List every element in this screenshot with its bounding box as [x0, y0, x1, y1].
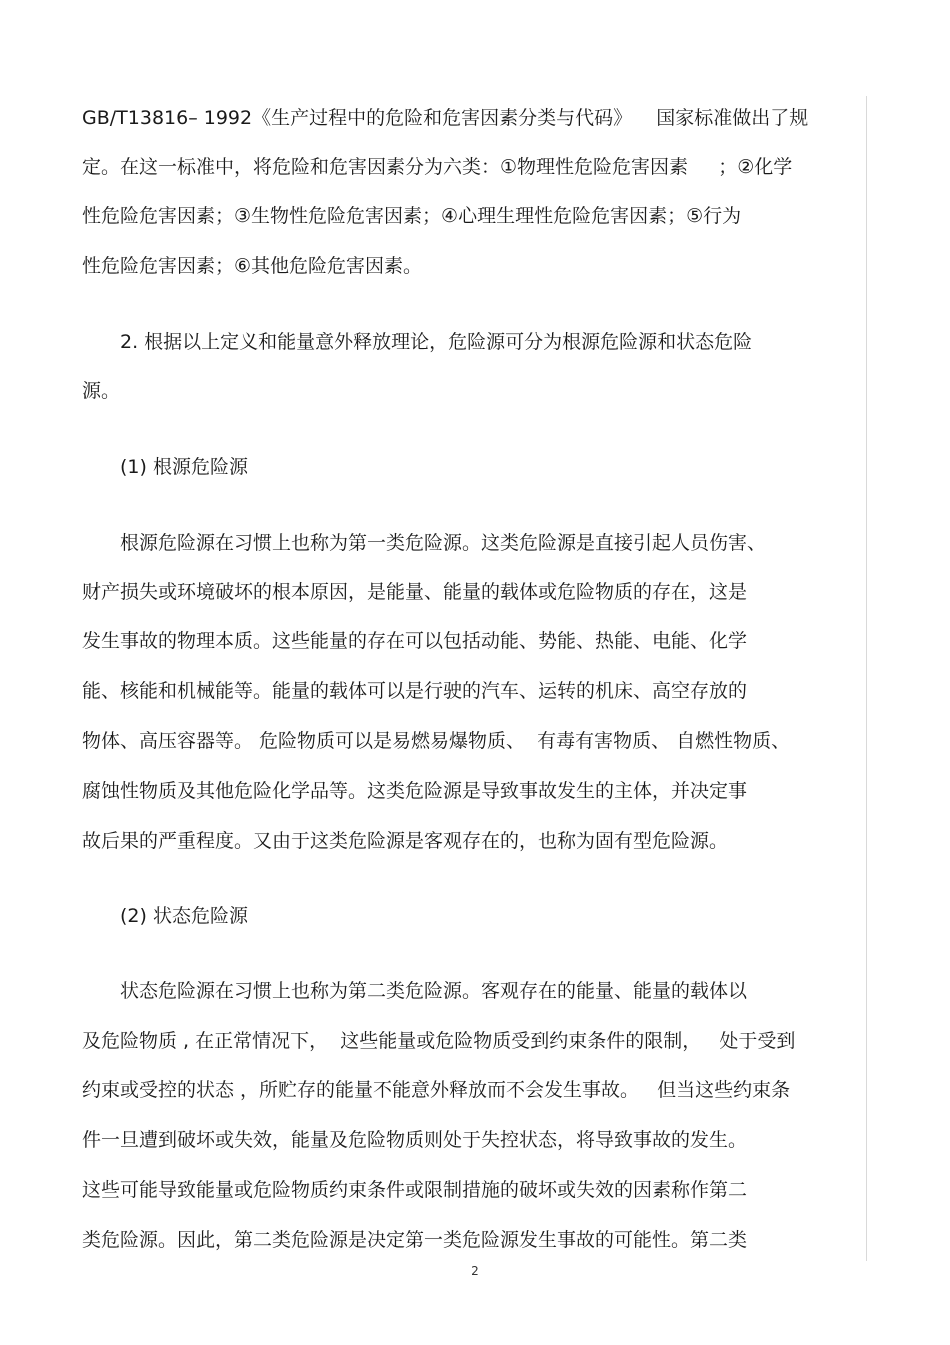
paragraph-line: 这些可能导致能量或危险物质约束条件或限制措施的破坏或失效的因素称作第二 [82, 1179, 748, 1201]
paragraph-line: 及危险物质 , 在正常情况下， 这些能量或危险物质受到约束条件的限制， 处于受到 [82, 1030, 796, 1052]
section-heading: (1) 根源危险源 [120, 456, 248, 478]
paragraph-line: 约束或受控的状态 ，所贮存的能量不能意外释放而不会发生事故。 但当这些约束条 [82, 1079, 791, 1101]
section-heading: (2) 状态危险源 [120, 905, 248, 927]
paragraph-line: 根源危险源在习惯上也称为第一类危险源。这类危险源是直接引起人员伤害、 [120, 532, 767, 554]
paragraph-line: 能、核能和机械能等。能量的载体可以是行驶的汽车、运转的机床、高空存放的 [82, 680, 748, 702]
page-edge-rule [866, 96, 867, 1261]
paragraph-line: 状态危险源在习惯上也称为第二类危险源。客观存在的能量、能量的载体以 [120, 980, 748, 1002]
paragraph-line: 件一旦遭到破坏或失效，能量及危险物质则处于失控状态，将导致事故的发生。 [82, 1129, 748, 1151]
paragraph-line: 故后果的严重程度。又由于这类危险源是客观存在的，也称为固有型危险源。 [82, 830, 729, 852]
paragraph-line: GB/T13816– 1992《生产过程中的危险和危害因素分类与代码》 国家标准做出了规 [82, 107, 809, 129]
paragraph-line: 物体、高压容器等。 危险物质可以是易燃易爆物质、 有毒有害物质、 自燃性物质、 [82, 730, 791, 752]
paragraph-line: 源。 [82, 380, 121, 402]
paragraph-line: 性危险危害因素；③生物性危险危害因素；④心理生理性危险危害因素；⑤行为 [82, 205, 742, 227]
paragraph-line: 类危险源。因此，第二类危险源是决定第一类危险源发生事故的可能性。第二类 [82, 1229, 748, 1251]
paragraph-line: 2. 根据以上定义和能量意外释放理论，危险源可分为根源危险源和状态危险 [120, 331, 753, 353]
page-number: 2 [471, 1264, 479, 1278]
paragraph-line: 定。在这一标准中，将危险和危害因素分为六类：①物理性危险危害因素 ；②化学 [82, 156, 793, 178]
paragraph-line: 发生事故的物理本质。这些能量的存在可以包括动能、势能、热能、电能、化学 [82, 630, 748, 652]
paragraph-line: 性危险危害因素；⑥其他危险危害因素。 [82, 255, 423, 277]
paragraph-line: 财产损失或环境破坏的根本原因，是能量、能量的载体或危险物质的存在，这是 [82, 581, 748, 603]
paragraph-line: 腐蚀性物质及其他危险化学品等。这类危险源是导致事故发生的主体，并决定事 [82, 780, 748, 802]
